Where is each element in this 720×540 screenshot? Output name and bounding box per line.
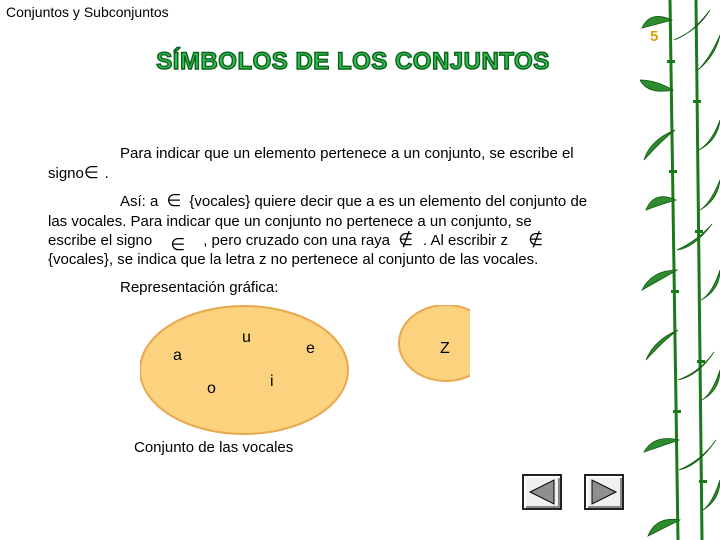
paragraph1-line1: Para indicar que un elemento pertenece a un conjunto, se escribe el	[120, 145, 574, 162]
paragraph2-line3-a: escribe el signo	[48, 232, 153, 249]
slide-title-text: SÍMBOLOS DE LOS CONJUNTOS	[156, 48, 550, 75]
paragraph2-line3-c: . Al escribir z	[423, 232, 509, 249]
paragraph2-line2: las vocales. Para indicar que un conjunto no pertenece a un conjunto, se	[48, 213, 532, 230]
paragraph2-line1	[120, 192, 587, 212]
vowel-a: a	[173, 347, 182, 364]
bamboo-decoration	[640, 0, 720, 540]
diagram-caption: Conjunto de las vocales	[134, 439, 294, 456]
vowel-u: u	[242, 329, 251, 346]
paragraph2-line1-text: {vocales} quiere decir que a es un elemento del conjunto de	[189, 193, 588, 210]
triangle-left-icon	[524, 476, 560, 508]
vowel-e: e	[306, 340, 315, 357]
belongs-symbol: ∈	[166, 191, 182, 211]
triangle-right-icon	[586, 476, 622, 508]
vowels-set-ellipse	[140, 306, 348, 434]
paragraph2-asi-text: Así: a	[120, 193, 159, 210]
belongs-symbol: ∈	[170, 235, 186, 255]
previous-slide-button[interactable]	[522, 474, 562, 510]
not-belongs-symbol: ∉	[398, 230, 413, 250]
slide-title	[0, 42, 710, 87]
vowel-i: i	[270, 373, 274, 390]
next-slide-button[interactable]	[584, 474, 624, 510]
belongs-symbol: ∈	[83, 163, 99, 183]
vowel-o: o	[207, 380, 216, 397]
not-belongs-symbol: ∉	[528, 230, 544, 250]
slide-title-art	[0, 42, 710, 82]
paragraph1-signo-text: signo	[48, 165, 84, 182]
paragraph1-period: .	[104, 165, 109, 182]
paragraph2-line4: {vocales}, se indica que la letra z no pertenece al conjunto de las vocales.	[48, 251, 539, 268]
venn-diagram	[140, 305, 470, 437]
paragraph2-line3-b: , pero cruzado con una raya	[203, 232, 391, 249]
header-title: Conjuntos y Subconjuntos	[6, 4, 169, 20]
slide-number: 5	[650, 28, 659, 45]
element-z: Z	[440, 340, 450, 357]
z-set-ellipse	[399, 305, 470, 381]
representation-label: Representación gráfica:	[120, 279, 279, 296]
paragraph1-line2	[48, 164, 109, 184]
paragraph2-line3	[48, 230, 544, 255]
